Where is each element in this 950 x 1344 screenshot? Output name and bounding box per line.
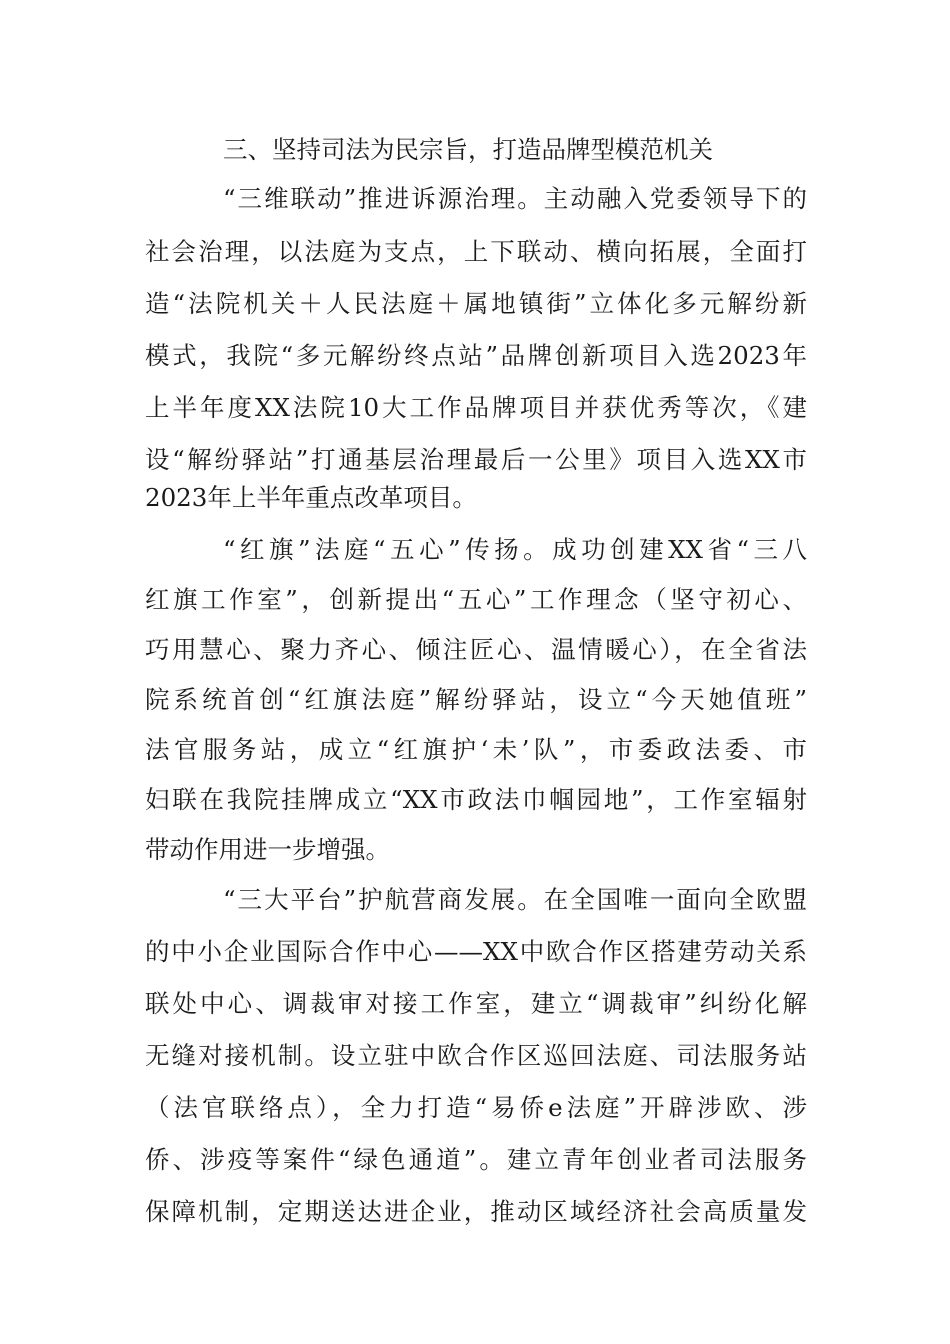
paragraph-3-line-4: 无缝对接机制。设立驻中欧合作区巡回法庭、司法服务站 [145, 1041, 807, 1070]
paragraph-3-line-1: “三大平台”护航营商发展。在全国唯一面向全欧盟 [223, 885, 807, 914]
paragraph-3-line-7: 保障机制，定期送达进企业，推动区域经济社会高质量发 [145, 1197, 807, 1226]
paragraph-2-line-4: 院系统首创“红旗法庭”解纷驿站，设立“今天她值班” [145, 685, 807, 714]
paragraph-1-line-7: 2023年上半年重点改革项目。 [145, 483, 477, 512]
paragraph-3-line-5: （法官联络点），全力打造“易侨e法庭”开辟涉欧、涉 [145, 1093, 807, 1122]
paragraph-1-line-5: 上半年度XX法院10大工作品牌项目并获优秀等次，《建 [145, 393, 807, 422]
paragraph-3-line-3: 联处中心、调裁审对接工作室，建立“调裁审”纠纷化解 [145, 989, 807, 1018]
paragraph-1-line-1: “三维联动”推进诉源治理。主动融入党委领导下的 [223, 184, 807, 213]
paragraph-2-line-5: 法官服务站，成立“红旗护‘未’队”，市委政法委、市 [145, 735, 807, 764]
paragraph-2-line-3: 巧用慧心、聚力齐心、倾注匠心、温情暖心），在全省法 [145, 635, 807, 664]
paragraph-2-line-2: 红旗工作室”，创新提出“五心”工作理念（坚守初心、 [145, 585, 807, 614]
section-heading: 三、坚持司法为民宗旨，打造品牌型模范机关 [223, 135, 713, 164]
paragraph-1-line-4: 模式，我院“多元解纷终点站”品牌创新项目入选2023年 [145, 341, 807, 370]
paragraph-2-line-6: 妇联在我院挂牌成立“XX市政法巾帼园地”，工作室辐射 [145, 785, 807, 814]
paragraph-2-line-1: “红旗”法庭“五心”传扬。成功创建XX省“三八 [223, 535, 807, 564]
paragraph-2-line-7: 带动作用进一步增强。 [145, 835, 390, 864]
paragraph-1-line-2: 社会治理，以法庭为支点，上下联动、横向拓展，全面打 [145, 237, 807, 266]
paragraph-3-line-6: 侨、涉疫等案件“绿色通道”。建立青年创业者司法服务 [145, 1145, 807, 1174]
paragraph-1-line-3: 造“法院机关＋人民法庭＋属地镇街”立体化多元解纷新 [145, 289, 807, 318]
paragraph-1-line-6: 设“解纷驿站”打通基层治理最后一公里》项目入选XX市 [145, 445, 807, 474]
paragraph-3-line-2: 的中小企业国际合作中心——XX中欧合作区搭建劳动关系 [145, 937, 807, 966]
